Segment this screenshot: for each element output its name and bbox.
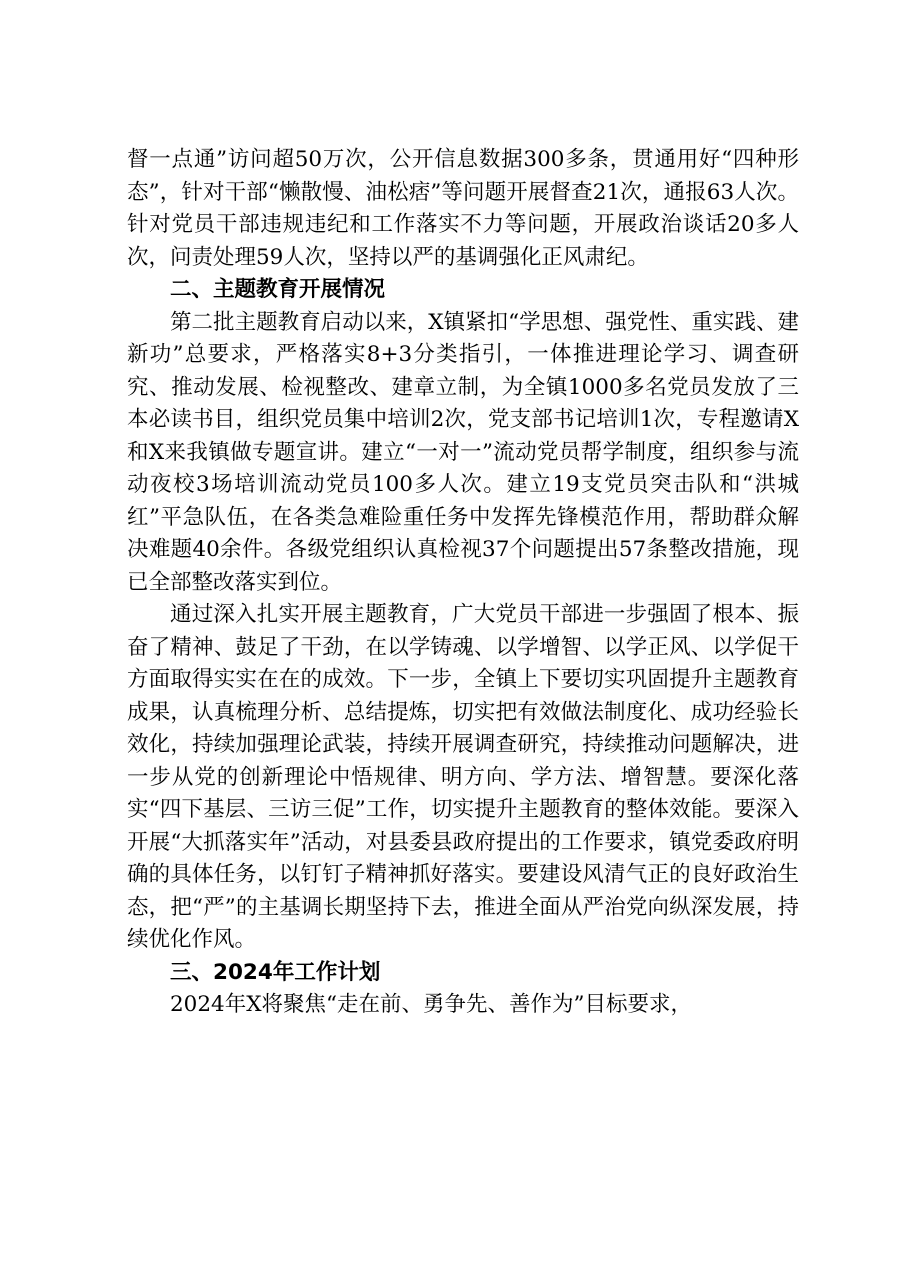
section-heading-2: 二、主题教育开展情况 [170, 277, 386, 302]
paragraph-work-plan: 2024年X将聚焦“走在前、勇争先、善作为”目标要求， [170, 992, 693, 1017]
paragraph-next-steps: 通过深入扎实开展主题教育，广大党员干部进一步强固了根本、振奋了精神、鼓足了干劲，在以学铸魂、以学增智、以学正风、以学促干方面取得实实在在的成效。下一步，全镇上下要切实巩固提升主题教育成果，认真梳理分析、总结提炼，切实把有效做法制度化、成功经验长效化，持续加强理论武装，持续开展调查研究，持续推动问题解决，进一步从党的创新理论中悟规律、明方向、学方法、增智慧。要深化落实“四下基层、三访三促”工作，切实提升主题教育的整体效能。要深入开展“大抓落实年”活动，对县委县政府提出的工作要求，镇党委政府明确的具体任务，以钉钉子精神抓好落实。要建设风清气正的良好政治生态，把“严”的主基调长期坚持下去，推进全面从严治党向纵深发展，持续优化作风。 [127, 602, 799, 952]
section-heading-3: 三、2024年工作计划 [170, 959, 381, 985]
paragraph-continued: 督一点通”访问超50万次，公开信息数据300多条，贯通用好“四种形态”，针对干部“懒散慢、油松痞”等问题开展督查21次，通报63人次。针对党员干部违规违纪和工作落实不力等问题，开展政治谈话20多人次，问责处理59人次，坚持以严的基调强化正风肃纪。 [127, 147, 799, 270]
paragraph-theme-education: 第二批主题教育启动以来，X镇紧扣“学思想、强党性、重实践、建新功”总要求，严格落实8+3分类指引，一体推进理论学习、调查研究、推动发展、检视整改、建章立制，为全镇1000多名党员发放了三本必读书目，组织党员集中培训2次，党支部书记培训1次，专程邀请X和X来我镇做专题宣讲。建立“一对一”流动党员帮学制度，组织参与流动夜校3场培训流动党员100多人次。建立19支党员突击队和“洪城红”平急队伍，在各类急难险重任务中发挥先锋模范作用，帮助群众解决难题40余件。各级党组织认真检视37个问题提出57条整改措施，现已全部整改落实到位。 [127, 309, 799, 595]
document-body [127, 144, 799, 1022]
